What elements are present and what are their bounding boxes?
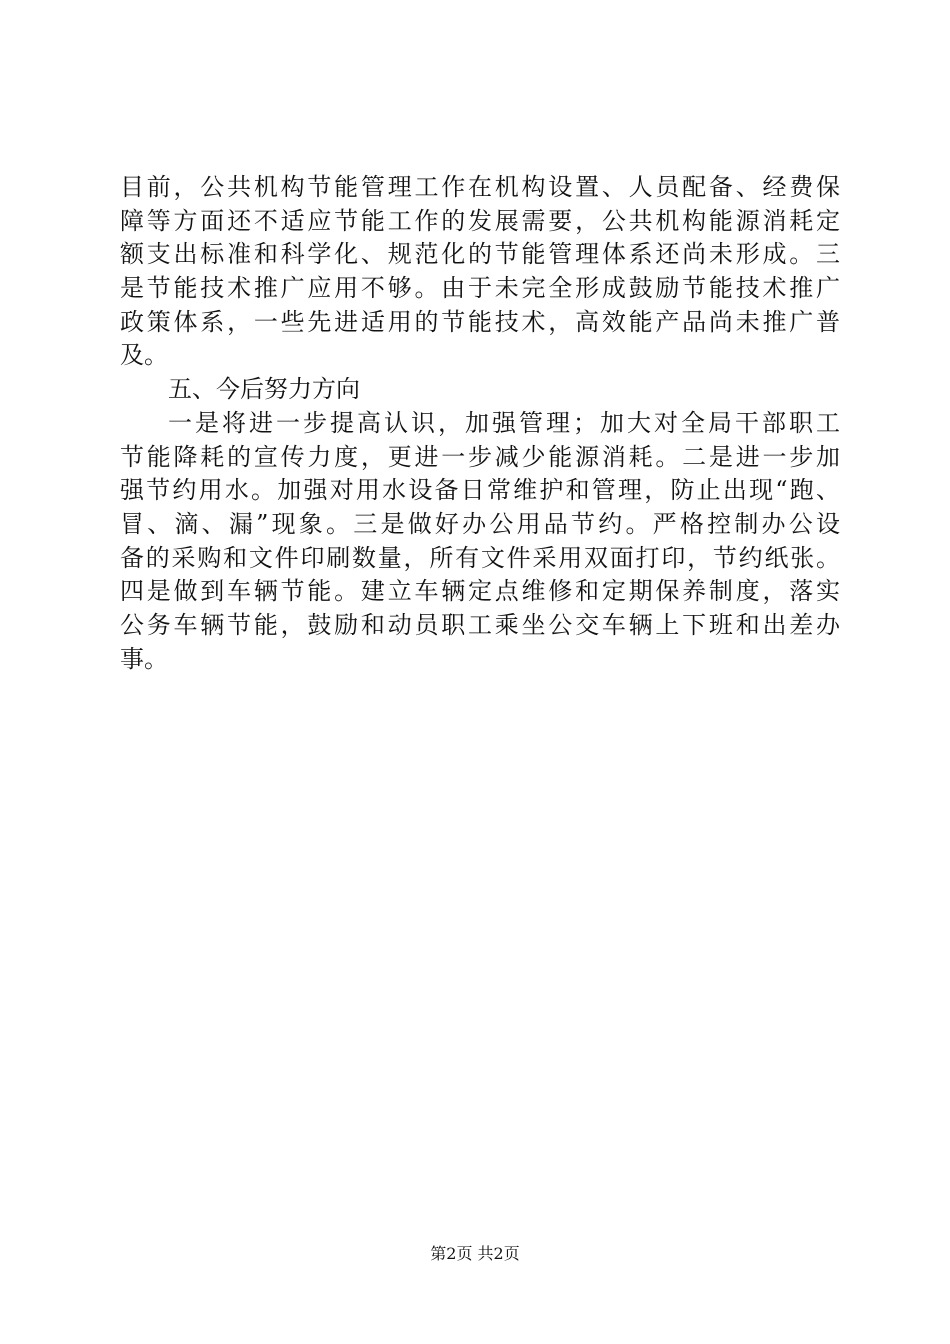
paragraph-line: 强节约用水。加强对用水设备日常维护和管理，防止出现“跑、: [120, 476, 840, 505]
paragraph-line: 备的采购和文件印刷数量，所有文件采用双面打印，节约纸张。: [120, 543, 840, 572]
paragraph-line: 障等方面还不适应节能工作的发展需要，公共机构能源消耗定: [120, 206, 840, 235]
paragraph-line: 额支出标准和科学化、规范化的节能管理体系还尚未形成。三: [120, 240, 840, 269]
paragraph-line: 政策体系，一些先进适用的节能技术，高效能产品尚未推广普: [120, 307, 840, 336]
paragraph-line: 一是将进一步提高认识，加强管理；加大对全局干部职工: [168, 408, 840, 437]
paragraph-line: 公务车辆节能，鼓励和动员职工乘坐公交车辆上下班和出差办: [120, 610, 840, 639]
page-footer: 第2页 共2页: [430, 1244, 520, 1263]
paragraph-line: 目前，公共机构节能管理工作在机构设置、人员配备、经费保: [120, 173, 840, 201]
document-body: [120, 171, 840, 676]
paragraph-line: 及。: [120, 341, 168, 370]
paragraph-line: 冒、滴、漏”现象。三是做好办公用品节约。严格控制办公设: [120, 509, 840, 538]
paragraph-line: 四是做到车辆节能。建立车辆定点维修和定期保养制度，落实: [120, 577, 840, 606]
paragraph-line: 节能降耗的宣传力度，更进一步减少能源消耗。二是进一步加: [120, 442, 840, 471]
paragraph-line: 事。: [120, 644, 168, 673]
section-heading: 五、今后努力方向: [168, 375, 360, 404]
paragraph-line: 是节能技术推广应用不够。由于未完全形成鼓励节能技术推广: [120, 274, 840, 303]
